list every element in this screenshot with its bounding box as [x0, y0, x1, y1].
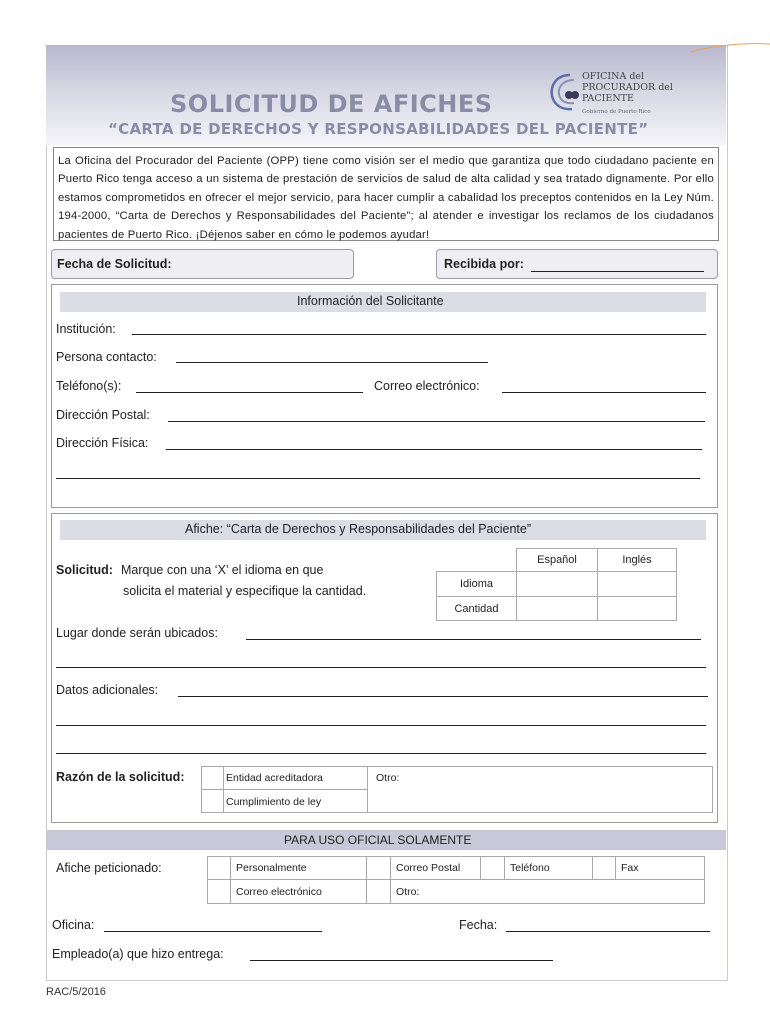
solicitante-heading: Información del Solicitante [297, 294, 444, 308]
logo-mark-icon [548, 72, 582, 112]
direccion-fisica-label: Dirección Física: [56, 436, 149, 450]
decorative-swoosh [690, 40, 770, 60]
opp-logo [548, 70, 718, 120]
recibida-por-label: Recibida por: [444, 257, 524, 271]
datos-adicionales-field[interactable] [178, 696, 708, 697]
logo-line-4: Gobierno de Puerto Rico [582, 109, 651, 115]
personalmente-label: Personalmente [236, 862, 307, 874]
lugar-field[interactable] [246, 639, 701, 640]
idioma-ingles-cell[interactable] [597, 571, 677, 597]
row-cantidad [436, 596, 517, 621]
fax-checkbox[interactable] [592, 856, 616, 880]
direccion-postal-field[interactable] [168, 421, 705, 422]
row-idioma [436, 571, 517, 597]
cantidad-ingles-cell[interactable] [597, 596, 677, 621]
razon-otro-label: Otro: [376, 772, 400, 784]
telefono-field[interactable] [136, 392, 363, 393]
institucion-field[interactable] [132, 334, 706, 335]
oficial-heading: PARA USO OFICIAL SOLAMENTE [284, 833, 472, 847]
empleado-label: Empleado(a) que hizo entrega: [52, 947, 224, 961]
idioma-espanol-cell[interactable] [516, 571, 598, 597]
correo-postal-checkbox[interactable] [366, 856, 391, 880]
oficina-label: Oficina: [52, 918, 95, 932]
correo-electronico-checkbox[interactable] [207, 879, 231, 904]
lugar-field-2[interactable] [56, 667, 706, 668]
telefono-option-label: Teléfono [510, 862, 550, 874]
datos-adicionales-field-2[interactable] [56, 725, 706, 726]
correo-postal-label: Correo Postal [396, 862, 461, 874]
razon-otro-cell[interactable] [367, 766, 713, 813]
direccion-fisica-field-2[interactable] [56, 478, 700, 479]
telefono-label: Teléfono(s): [56, 379, 122, 393]
solicitud-label: Solicitud: [56, 563, 113, 577]
peticionado-label: Afiche peticionado: [56, 861, 162, 875]
correo-electronico-label: Correo electrónico [236, 886, 322, 898]
cumplimiento-label: Cumplimiento de ley [226, 796, 322, 808]
datos-adicionales-label: Datos adicionales: [56, 683, 159, 697]
entidad-label: Entidad acreditadora [226, 772, 323, 784]
row-cantidad-label: Cantidad [454, 602, 499, 615]
direccion-fisica-field[interactable] [166, 449, 702, 450]
col-espanol [516, 548, 598, 572]
cantidad-espanol-cell[interactable] [516, 596, 598, 621]
telefono-checkbox[interactable] [480, 856, 505, 880]
direccion-postal-label: Dirección Postal: [56, 408, 150, 422]
fecha-solicitud-label: Fecha de Solicitud: [57, 257, 172, 271]
col-ingles-label: Inglés [622, 554, 652, 566]
oficina-field[interactable] [104, 931, 322, 932]
col-espanol-label: Español [537, 554, 577, 566]
page-title: SOLICITUD DE AFICHES [170, 90, 493, 118]
logo-line-2: PROCURADOR del [582, 82, 673, 93]
logo-line-1: OFICINA del [582, 71, 645, 82]
afiche-heading: Afiche: “Carta de Derechos y Responsabilidades del Paciente” [185, 522, 532, 536]
solicitud-instructions-2: solicita el material y especifique la cantidad. [123, 584, 367, 598]
form-code: RAC/5/2016 [46, 986, 106, 998]
intro-paragraph: La Oficina del Procurador del Paciente (OPP) tiene como visión ser el medio que garantiza que todo ciudadano paciente en Puerto Rico tenga acceso a un sistema de prestación de servicios de salud de alta calidad y sea tratado dignamente. Por ello estamos comprometidos en ofrecer el mejor servicio, para hacer cumplir a cabalidad los preceptos contenidos en la Ley Núm. 194-2000, “Carta de Derechos y Responsabilidades del Paciente”; al atender e investigar los reclamos de los ciudadanos pacientes de Puerto Rico. ¡Déjenos saber en cómo le podemos ayudar! [53, 147, 719, 241]
otro-cell[interactable] [390, 879, 705, 904]
fecha-label: Fecha: [459, 918, 498, 932]
otro-label: Otro: [396, 886, 420, 898]
cumplimiento-checkbox[interactable] [201, 789, 224, 813]
personalmente-checkbox[interactable] [207, 856, 231, 880]
recibida-por-line [531, 271, 704, 272]
solicitante-section [51, 284, 718, 508]
persona-contacto-field[interactable] [176, 362, 488, 363]
row-idioma-label: Idioma [459, 578, 494, 590]
correo-label: Correo electrónico: [374, 379, 480, 393]
empleado-field[interactable] [250, 960, 553, 961]
entidad-checkbox[interactable] [201, 766, 224, 790]
logo-line-3: PACIENTE [582, 93, 634, 104]
page-subtitle: “CARTA DE DERECHOS Y RESPONSABILIDADES DEL PACIENTE” [108, 120, 649, 138]
correo-field[interactable] [502, 392, 706, 393]
lugar-label: Lugar donde serán ubicados: [56, 626, 218, 640]
fecha-field[interactable] [506, 931, 710, 932]
col-ingles [597, 548, 677, 572]
datos-adicionales-field-3[interactable] [56, 753, 706, 754]
persona-contacto-label: Persona contacto: [56, 350, 157, 364]
otro-checkbox[interactable] [366, 879, 391, 904]
fax-label: Fax [621, 862, 639, 874]
institucion-label: Institución: [56, 322, 116, 336]
solicitud-instructions-1: Marque con una ‘X’ el idioma en que [121, 563, 324, 577]
razon-label: Razón de la solicitud: [56, 770, 185, 784]
